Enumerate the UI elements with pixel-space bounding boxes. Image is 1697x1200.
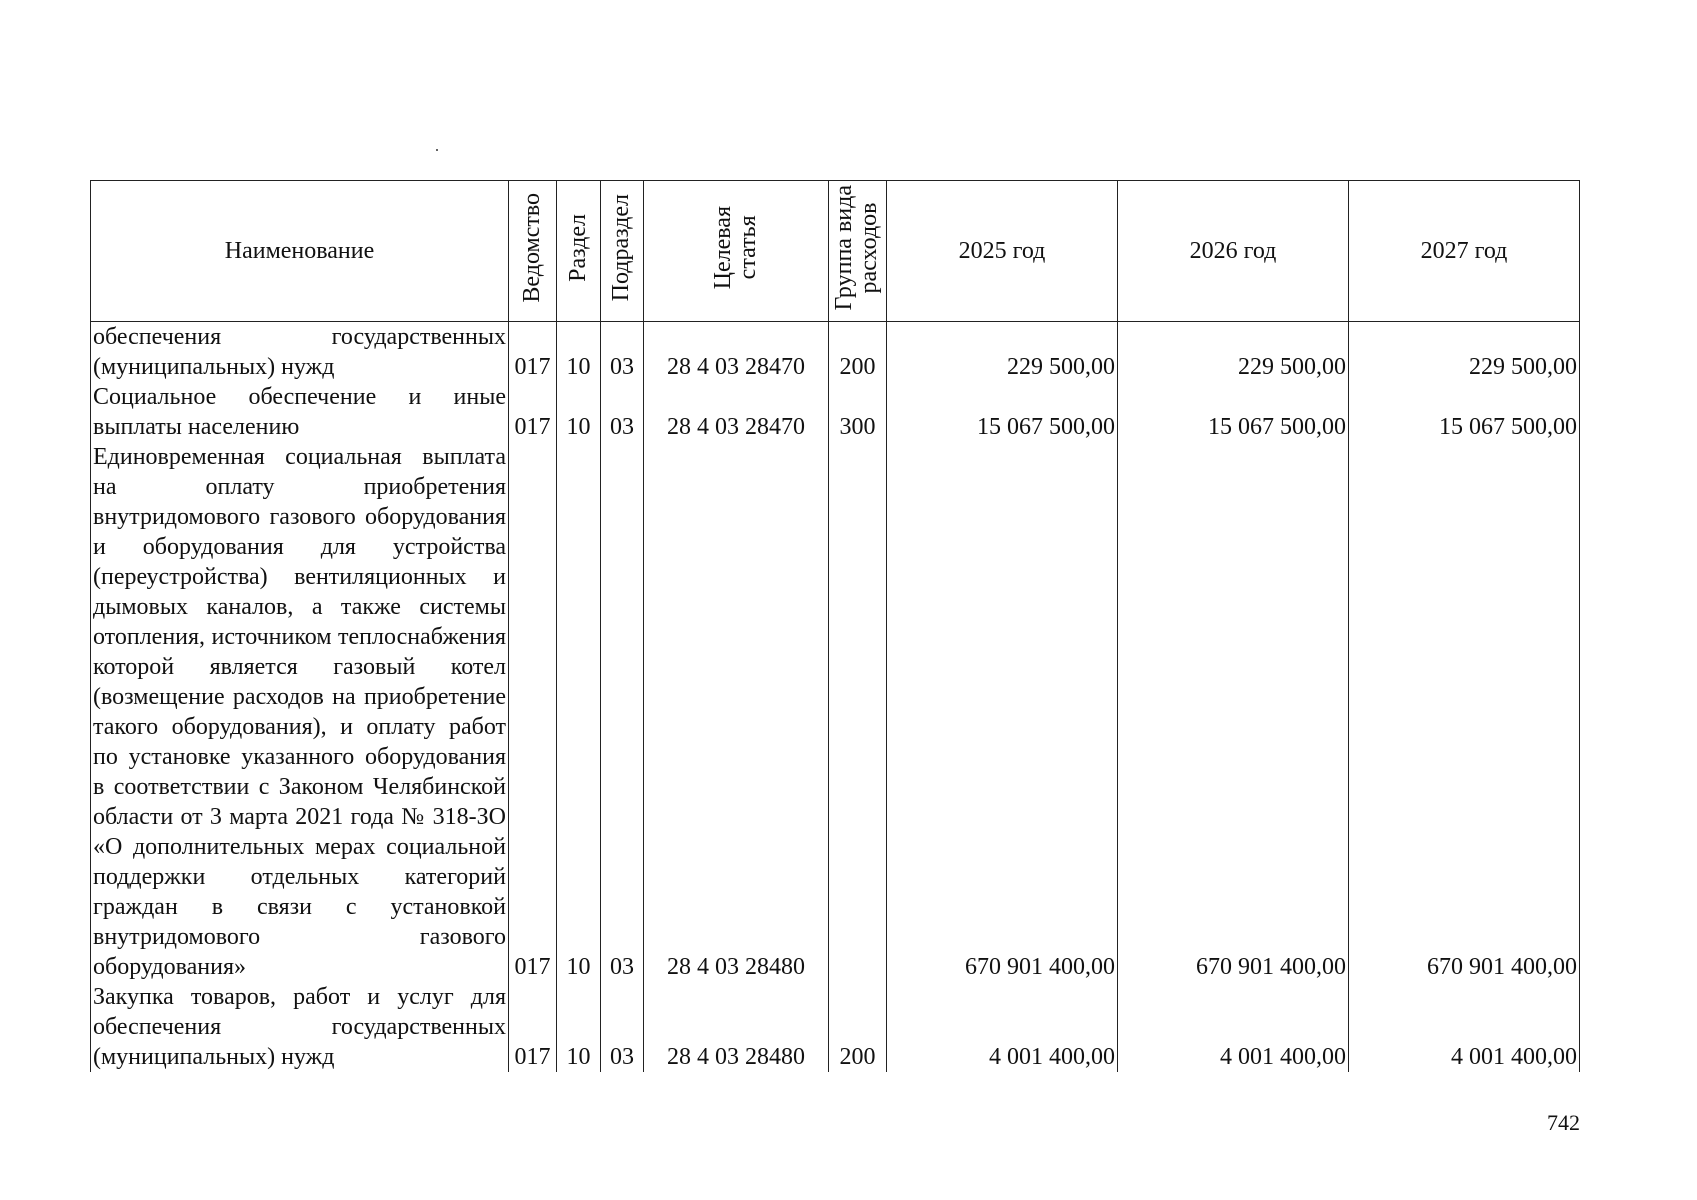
header-razdel-label: Раздел: [564, 213, 591, 282]
header-celevaya-line1: Целевая: [709, 205, 736, 290]
row-amount-2026: 229 500,00: [1118, 322, 1349, 383]
header-gruppa-label: [832, 185, 882, 310]
row-vedomstvo: 017: [509, 322, 557, 383]
header-gruppa-vida: [829, 181, 887, 322]
row-podrazdel: 03: [601, 322, 644, 383]
header-year-2027: [1349, 181, 1580, 322]
row-podrazdel: 03: [601, 982, 644, 1072]
row-celevaya-statya: 28 4 03 28480: [644, 442, 829, 982]
header-gruppa-line1: Группа вида: [831, 184, 858, 311]
budget-table: [90, 180, 1580, 1072]
row-amount-2025: 229 500,00: [887, 322, 1118, 383]
row-celevaya-statya: 28 4 03 28480: [644, 982, 829, 1072]
header-year-2027-label: 2027 год: [1420, 237, 1508, 264]
header-year-2026: [1118, 181, 1349, 322]
table-row: [91, 322, 1580, 383]
row-amount-2025: 15 067 500,00: [887, 382, 1118, 442]
table-row: [91, 442, 1580, 982]
header-year-2026-label: 2026 год: [1189, 237, 1277, 264]
row-podrazdel: 03: [601, 442, 644, 982]
row-razdel: 10: [557, 322, 601, 383]
table-row: [91, 982, 1580, 1072]
header-year-2025-label: 2025 год: [958, 237, 1046, 264]
row-celevaya-statya: 28 4 03 28470: [644, 382, 829, 442]
row-celevaya-statya: 28 4 03 28470: [644, 322, 829, 383]
row-vedomstvo: 017: [509, 382, 557, 442]
row-amount-2025: 670 901 400,00: [887, 442, 1118, 982]
table-header-row: [91, 181, 1580, 322]
header-year-2025: [887, 181, 1118, 322]
table-row: [91, 382, 1580, 442]
row-amount-2026: 4 001 400,00: [1118, 982, 1349, 1072]
header-name: [91, 181, 509, 322]
page-number: 742: [1547, 1110, 1580, 1135]
row-razdel: 10: [557, 982, 601, 1072]
header-razdel: [557, 181, 601, 322]
header-vedomstvo-label: Ведомство: [518, 192, 545, 303]
row-name: обеспечения государственных (муниципальных) нужд: [91, 322, 509, 383]
row-podrazdel: 03: [601, 382, 644, 442]
header-podrazdel-label: Подраздел: [608, 193, 635, 302]
header-celevaya-line2: статья: [735, 215, 761, 280]
header-vedomstvo: [509, 181, 557, 322]
row-vedomstvo: 017: [509, 982, 557, 1072]
scan-speck: [436, 149, 438, 151]
row-razdel: 10: [557, 382, 601, 442]
row-gruppa-vida: 300: [829, 382, 887, 442]
row-name: Социальное обеспечение и иные выплаты населению: [91, 382, 509, 442]
row-amount-2025: 4 001 400,00: [887, 982, 1118, 1072]
row-gruppa-vida: 200: [829, 982, 887, 1072]
row-amount-2026: 670 901 400,00: [1118, 442, 1349, 982]
header-celevaya-statya: [644, 181, 829, 322]
row-name: Закупка товаров, работ и услуг для обеспечения государственных (муниципальных) нужд: [91, 982, 509, 1072]
row-amount-2027: 670 901 400,00: [1349, 442, 1580, 982]
header-podrazdel: [601, 181, 644, 322]
row-amount-2026: 15 067 500,00: [1118, 382, 1349, 442]
header-celevaya-label: [711, 206, 761, 289]
row-amount-2027: 15 067 500,00: [1349, 382, 1580, 442]
row-gruppa-vida: [829, 442, 887, 982]
header-name-label: Наименование: [224, 237, 375, 264]
row-name: Единовременная социальная выплата на оплату приобретения внутридомового газового оборудования и оборудования для устройства (переустройства) вентиляционных и дымовых каналов, а также системы отопления, источником теплоснабжения которой является газовый котел (возмещение расходов на приобретение такого оборудования), и оплату работ по установке указанного оборудования в соответствии с Законом Челябинской области от 3 марта 2021 года № 318-ЗО «О дополнительных мерах социальной поддержки отдельных категорий граждан в связи с установкой внутридомового газового оборудования»: [91, 442, 509, 982]
row-razdel: 10: [557, 442, 601, 982]
header-gruppa-line2: расходов: [856, 202, 883, 293]
row-vedomstvo: 017: [509, 442, 557, 982]
row-amount-2027: 229 500,00: [1349, 322, 1580, 383]
row-amount-2027: 4 001 400,00: [1349, 982, 1580, 1072]
row-gruppa-vida: 200: [829, 322, 887, 383]
